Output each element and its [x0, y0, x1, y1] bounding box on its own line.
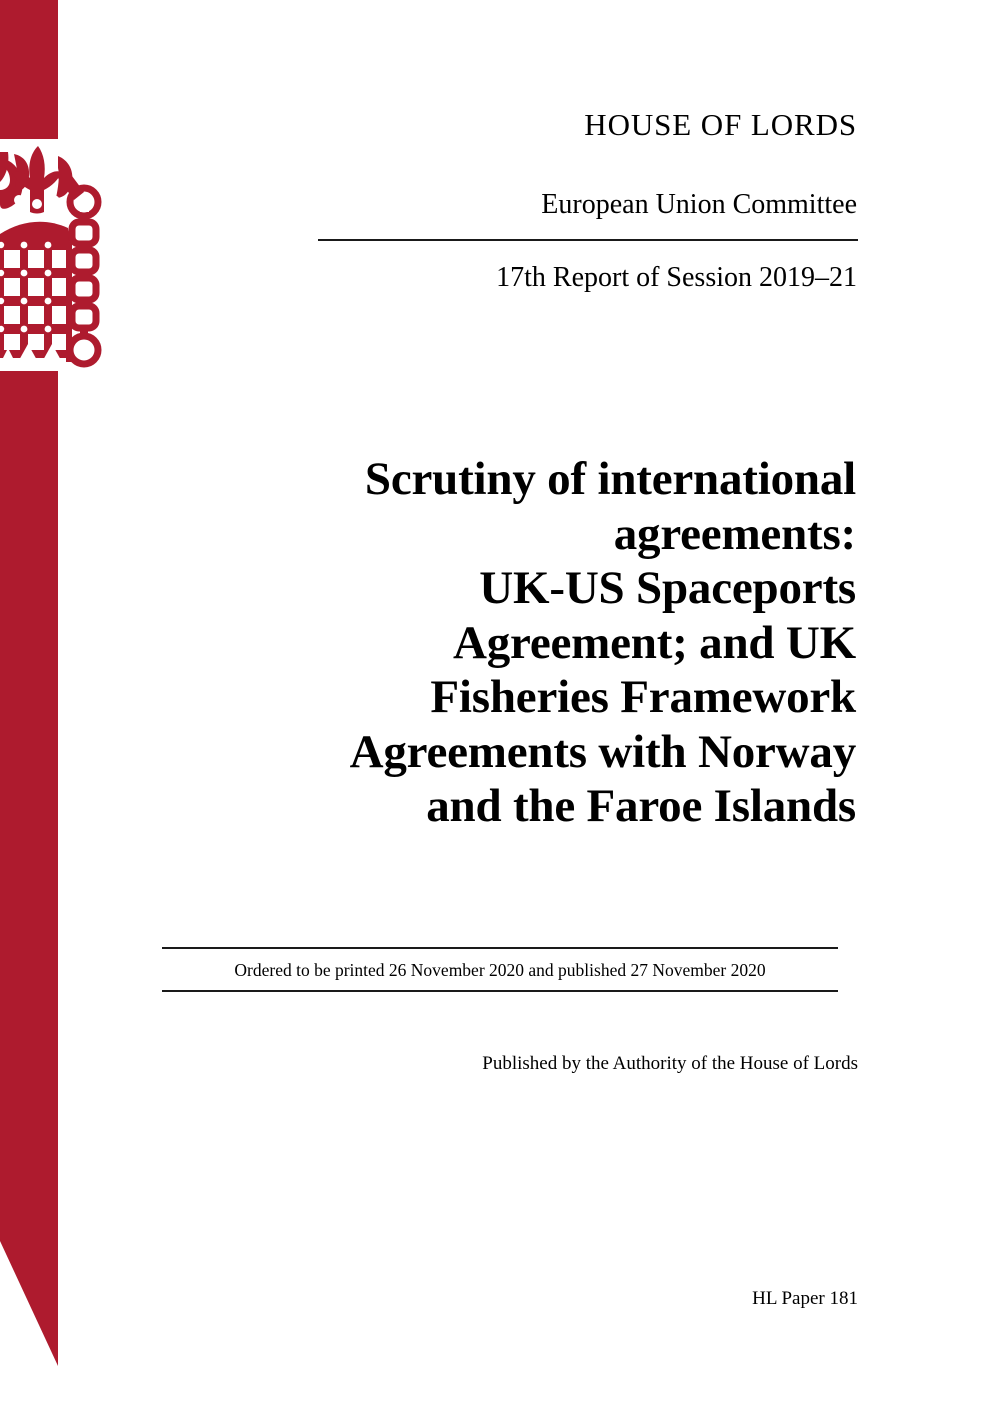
- page-title-line: agreements:: [613, 507, 856, 560]
- print-publication-block: [162, 947, 838, 992]
- print-publication-date: Ordered to be printed 26 November 2020 and published 27 November 2020: [234, 960, 766, 980]
- print-block-divider-bottom: [162, 990, 838, 992]
- page-title-line: and the Faroe Islands: [426, 780, 856, 833]
- page-title: [140, 452, 858, 834]
- crowned-portcullis-icon: [0, 138, 104, 372]
- committee-name: European Union Committee: [541, 189, 857, 221]
- spine-bar-top: [0, 0, 58, 139]
- cover-content: [140, 0, 858, 1401]
- paper-reference: HL Paper 181: [752, 1288, 858, 1309]
- masthead-divider: [318, 239, 858, 241]
- house-title: HOUSE OF LORDS: [584, 107, 857, 142]
- page-title-line: Agreement; and UK: [452, 616, 856, 669]
- report-session: 17th Report of Session 2019–21: [496, 261, 857, 293]
- page-title-line: UK-US Spaceports: [479, 562, 856, 615]
- page-title-line: Agreements with Norway: [349, 725, 856, 778]
- masthead: [140, 0, 858, 294]
- page-title-line: Scrutiny of international: [364, 453, 856, 505]
- spine-bar-bottom: [0, 371, 58, 1366]
- publisher-statement: Published by the Authority of the House of Lords: [482, 1053, 858, 1074]
- page-title-line: Fisheries Framework: [430, 671, 856, 724]
